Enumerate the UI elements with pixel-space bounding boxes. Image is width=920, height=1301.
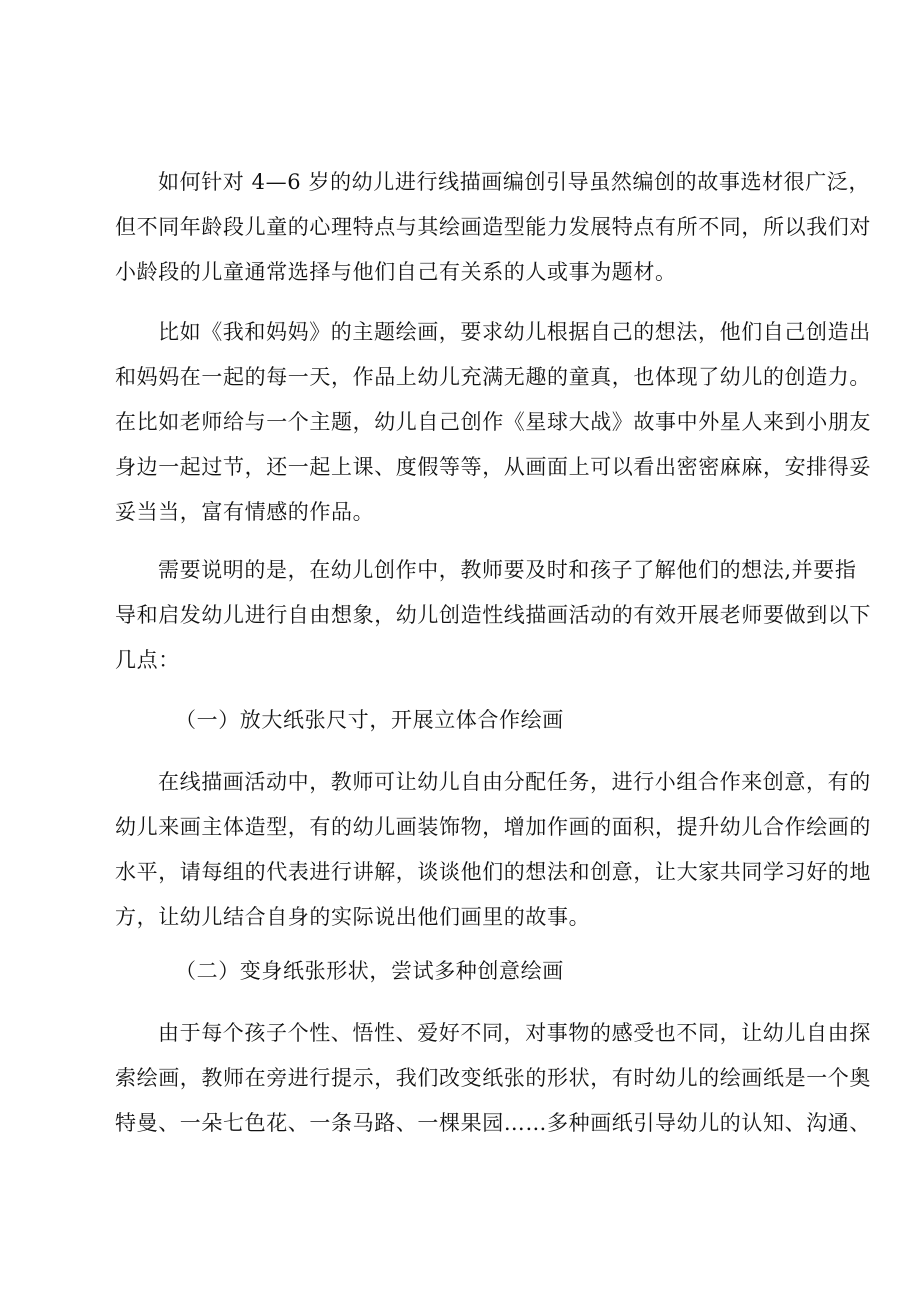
paragraph-2-line-1: 比如《我和妈妈》的主题绘画，要求幼儿根据自己的想法，他们自己创造出 xyxy=(158,320,871,344)
paragraph-5-line-3: 特曼、一朵七色花、一条马路、一棵果园……多种画纸引导幼儿的认知、沟通、 xyxy=(115,1111,871,1135)
paragraph-4-line-1: 在线描画活动中，教师可让幼儿自由分配任务，进行小组合作来创意，有的 xyxy=(158,770,871,794)
paragraph-4-line-4: 方，让幼儿结合自身的实际说出他们画里的故事。 xyxy=(115,905,591,929)
paragraph-2-line-3: 在比如老师给与一个主题，幼儿自己创作《星球大战》故事中外星人来到小朋友 xyxy=(115,410,871,434)
paragraph-1-line-1: 如何针对 4—6 岁的幼儿进行线描画编创引导虽然编创的故事选材很广泛， xyxy=(158,170,871,194)
paragraph-3-line-3: 几点： xyxy=(115,648,180,672)
paragraph-5-line-2: 索绘画，教师在旁进行提示，我们改变纸张的形状，有时幼儿的绘画纸是一个奥 xyxy=(115,1066,871,1090)
paragraph-1-line-3: 小龄段的儿童通常选择与他们自己有关系的人或事为题材。 xyxy=(115,260,677,284)
paragraph-3-line-1: 需要说明的是，在幼儿创作中，教师要及时和孩子了解他们的想法,并要指 xyxy=(158,558,857,582)
section-heading-1: （一）放大纸张尺寸，开展立体合作绘画 xyxy=(175,708,564,732)
paragraph-2-line-5: 妥当当，富有情感的作品。 xyxy=(115,500,375,524)
section-heading-2: （二）变身纸张形状，尝试多种创意绘画 xyxy=(175,959,564,983)
paragraph-2-line-2: 和妈妈在一起的每一天，作品上幼儿充满无趣的童真，也体现了幼儿的创造力。 xyxy=(115,365,871,389)
paragraph-1-line-2: 但不同年龄段儿童的心理特点与其绘画造型能力发展特点有所不同，所以我们对 xyxy=(115,215,871,239)
paragraph-4-line-2: 幼儿来画主体造型，有的幼儿画装饰物，增加作画的面积，提升幼儿合作绘画的 xyxy=(115,815,871,839)
paragraph-3-line-2: 导和启发幼儿进行自由想象，幼儿创造性线描画活动的有效开展老师要做到以下 xyxy=(115,603,871,627)
paragraph-2-line-4: 身边一起过节，还一起上课、度假等等，从画面上可以看出密密麻麻，安排得妥 xyxy=(115,455,871,479)
paragraph-5-line-1: 由于每个孩子个性、悟性、爱好不同，对事物的感受也不同，让幼儿自由探 xyxy=(158,1021,871,1045)
paragraph-4-line-3: 水平，请每组的代表进行讲解，谈谈他们的想法和创意，让大家共同学习好的地 xyxy=(115,860,871,884)
